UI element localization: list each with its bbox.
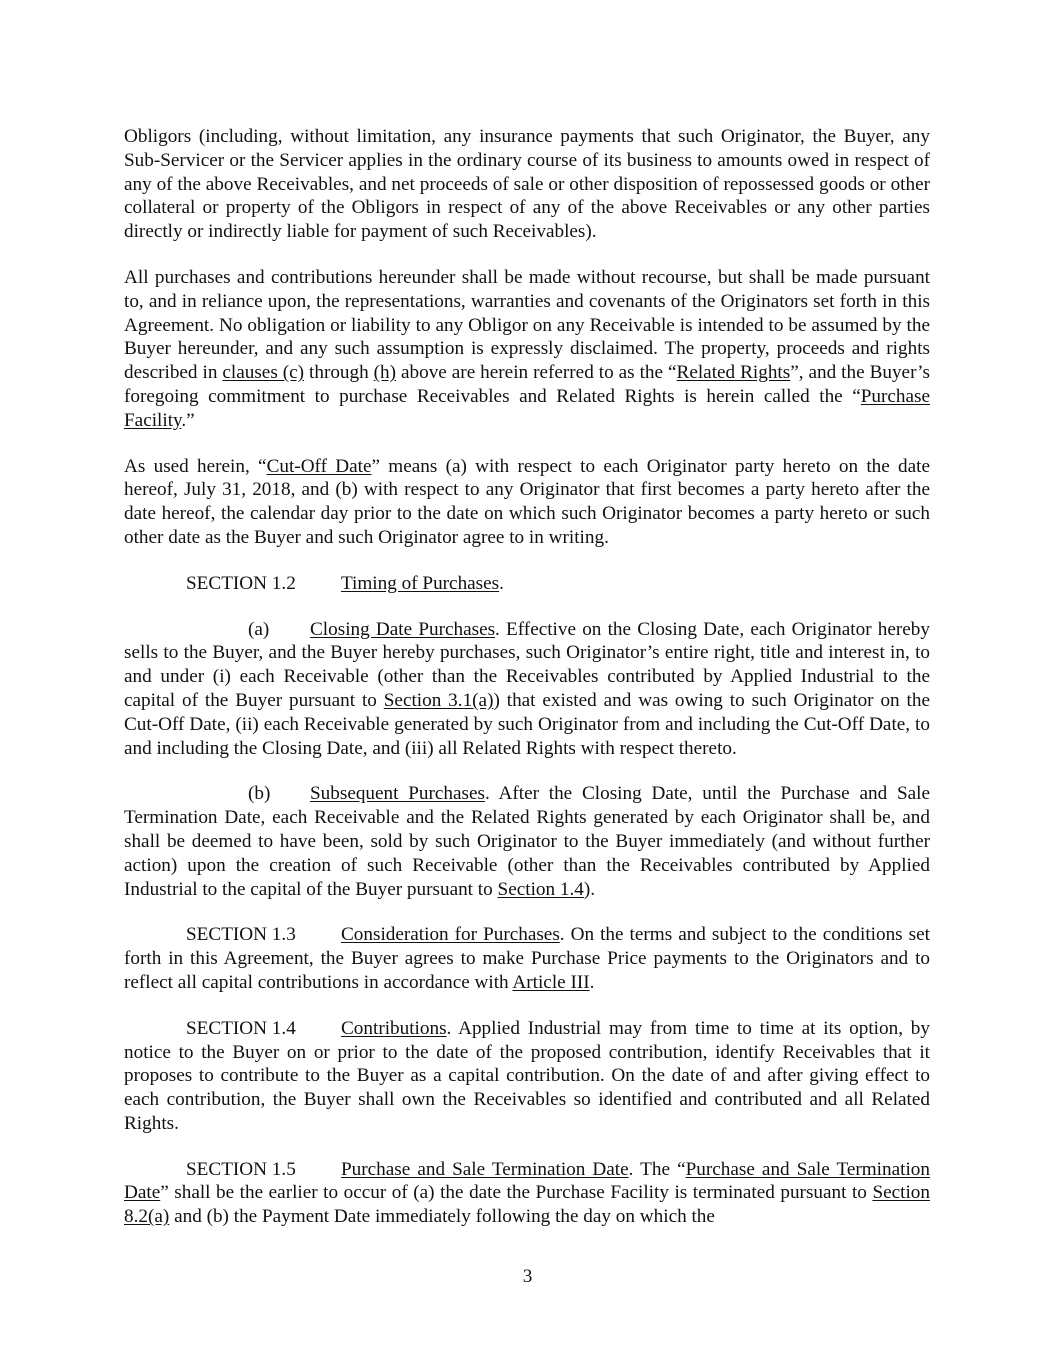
cutoff-date-term: Cut-Off Date <box>266 455 372 477</box>
section-1-2-a <box>124 618 930 761</box>
section-title: Consideration for Purchases <box>341 924 560 946</box>
section-label: SECTION 1.4 <box>186 1017 296 1039</box>
text-run: .” <box>181 409 195 431</box>
paragraph-text: Obligors (including, without limitation, any insurance payments that such Originator, the Buyer, any Sub-Servicer or the Servicer applies in the ordinary course of its business to amounts owed in respect of any of the above Receivables, and net proceeds of sale or other disposition of repossessed goods or other collateral or property of the Obligors in respect of any of the above Receivables or any other parties directly or indirectly liable for payment of such Receivables). <box>124 126 930 243</box>
section-title: Timing of Purchases <box>341 572 500 594</box>
text-run: ” means (a) with respect to each Originator party hereto on the date hereof, July 31, 2018, and (b) with respect to any Originator that first becomes a party hereto after the date hereof, the calendar day prior to the date on which such Originator becomes a party hereto or such other date as the Buyer and such Originator agree to in writing. <box>124 455 931 548</box>
purchase-facility-term: Purchase Facility <box>124 385 930 431</box>
paragraph-obligors <box>124 125 930 244</box>
text-run: ) that existed and was owing to such Originator on the Cut-Off Date, (ii) each Receivable generated by such Originator from and including the Cut-Off Date, to and including the Closing Date, and (iii) all Related Rights with respect thereto. <box>124 689 930 759</box>
section-label: SECTION 1.2 <box>186 572 296 594</box>
text-run: above are herein referred to as the “ <box>396 362 677 384</box>
section-8-2-a-reference: Section 8.2(a) <box>124 1182 930 1228</box>
text-run: ). <box>583 878 596 900</box>
section-1-4 <box>124 1017 930 1136</box>
text-run: . <box>499 572 504 594</box>
document-page <box>124 125 930 1229</box>
text-run: . <box>589 971 595 993</box>
subsection-title: Closing Date Purchases <box>310 618 496 640</box>
related-rights-term: Related Rights <box>676 362 791 384</box>
page-number: 3 <box>522 1266 533 1287</box>
section-1-4-reference: Section 1.4 <box>497 878 584 900</box>
paragraph-purchases-without-recourse <box>124 266 930 433</box>
section-title: Purchase and Sale Termination Date <box>341 1158 629 1180</box>
subsection-label: (b) <box>248 783 271 805</box>
section-label: SECTION 1.3 <box>186 924 296 946</box>
paragraph-cutoff-date <box>124 455 930 550</box>
clauses-c-reference: clauses (c) <box>222 362 305 384</box>
subsection-title: Subsequent Purchases <box>310 783 485 805</box>
section-1-2-heading <box>124 572 930 596</box>
section-label: SECTION 1.5 <box>186 1158 296 1180</box>
text-run: ” shall be the earlier to occur of (a) the date the Purchase Facility is terminated pursuant to <box>160 1182 873 1204</box>
subsection-label: (a) <box>248 618 270 640</box>
text-run: . The “ <box>628 1158 686 1180</box>
section-1-5 <box>124 1158 930 1229</box>
text-run: and (b) the Payment Date immediately following the day on which the <box>169 1206 715 1228</box>
section-1-3 <box>124 923 930 994</box>
text-run: . Effective on the Closing Date, each Originator hereby sells to the Buyer, and the Buyer hereby purchases, such Originator’s entire right, title and interest in, to and under (i) each Receivable (other than the Receivables contributed by Applied Industrial to the capital of the Buyer pursuant to <box>124 618 930 711</box>
clause-h-reference: (h) <box>373 362 397 384</box>
section-title: Contributions <box>341 1017 447 1039</box>
termination-date-term: Purchase and Sale Termination Date <box>124 1158 930 1204</box>
text-run: . Applied Industrial may from time to time at its option, by notice to the Buyer on or prior to the date of the proposed contribution, identify Receivables that it proposes to contribute to the Buyer as a capital contribution. On the date of and after giving effect to each contribution, the Buyer shall own the Receivables so identified and contributed and all Related Rights. <box>124 1017 930 1134</box>
text-run: . After the Closing Date, until the Purchase and Sale Termination Date, each Receivable and the Related Rights generated by each Originator shall be, and shall be deemed to have been, sold by such Originator to the Buyer immediately (and without further action) upon the creation of such Receivable (other than the Receivables contributed by Applied Industrial to the capital of the Buyer pursuant to <box>124 783 930 900</box>
section-3-1-a-reference: Section 3.1(a) <box>383 689 494 711</box>
text-run: As used herein, “ <box>124 455 267 477</box>
text-run: through <box>304 362 374 384</box>
text-run: All purchases and contributions hereunder shall be made without recourse, but shall be made pursuant to, and in reliance upon, the representations, warranties and covenants of the Originators set forth in this Agreement. No obligation or liability to any Obligor on any Receivable is intended to be assumed by the Buyer hereunder, and any such assumption is expressly disclaimed. The property, proceeds and rights described in <box>124 266 930 384</box>
text-run: ”, and the Buyer’s foregoing commitment to purchase Receivables and Related Rights is herein called the “ <box>124 362 930 407</box>
text-run: . On the terms and subject to the conditions set forth in this Agreement, the Buyer agrees to make Purchase Price payments to the Originators and to reflect all capital contributions in accordance with <box>124 924 930 993</box>
article-iii-reference: Article III <box>512 971 590 993</box>
section-1-2-b <box>124 782 930 901</box>
